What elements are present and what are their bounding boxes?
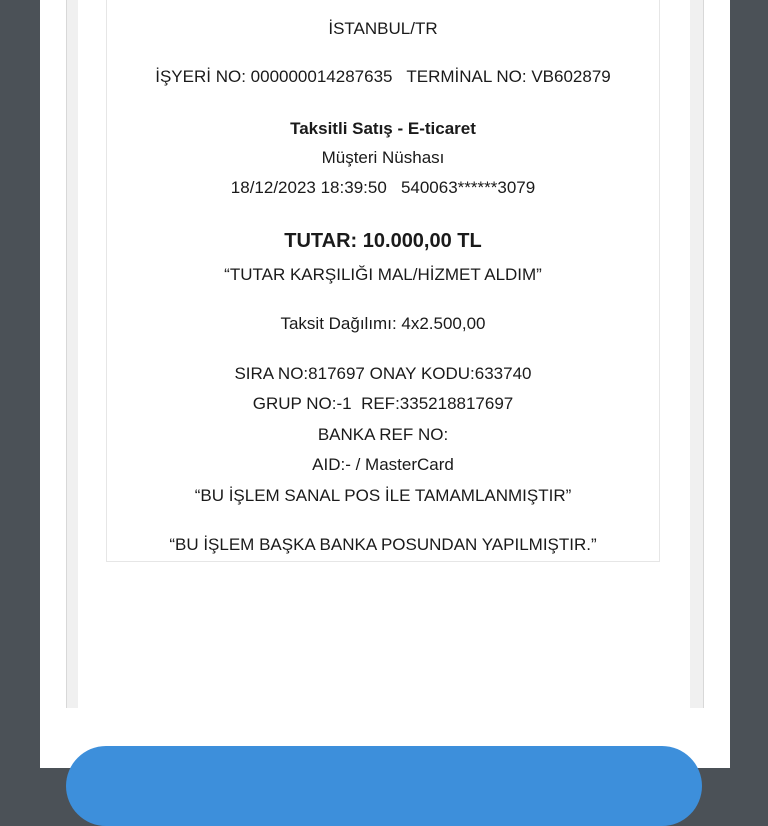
merchant-terminal-line: İŞYERİ NO: 000000014287635 TERMİNAL NO: VB602879 [155,67,611,86]
transaction-type: Taksitli Satış - E-ticaret [290,119,476,138]
sequence-approval-line: SIRA NO:817697 ONAY KODU:633740 [234,364,532,383]
other-bank-note: “BU İŞLEM BAŞKA BANKA POSUNDAN YAPILMIŞTIR.” [169,535,597,554]
goods-statement: “TUTAR KARŞILIĞI MAL/HİZMET ALDIM” [224,265,542,284]
datetime-card-line: 18/12/2023 18:39:50 540063******3079 [230,178,536,197]
primary-action-button[interactable] [66,746,702,826]
city-line: İSTANBUL/TR [328,19,438,38]
group-ref-line: GRUP NO:-1 REF:335218817697 [252,394,514,413]
bank-ref-line: BANKA REF NO: [317,425,449,444]
installments-line: Taksit Dağılımı: 4x2.500,00 [280,314,486,333]
receipt [106,0,660,562]
copy-type: Müşteri Nüshası [321,148,445,167]
virtual-pos-note: “BU İŞLEM SANAL POS İLE TAMAMLANMIŞTIR” [194,486,572,505]
amount-total: TUTAR: 10.000,00 TL [284,230,482,252]
aid-card-line: AID:- / MasterCard [312,455,454,474]
